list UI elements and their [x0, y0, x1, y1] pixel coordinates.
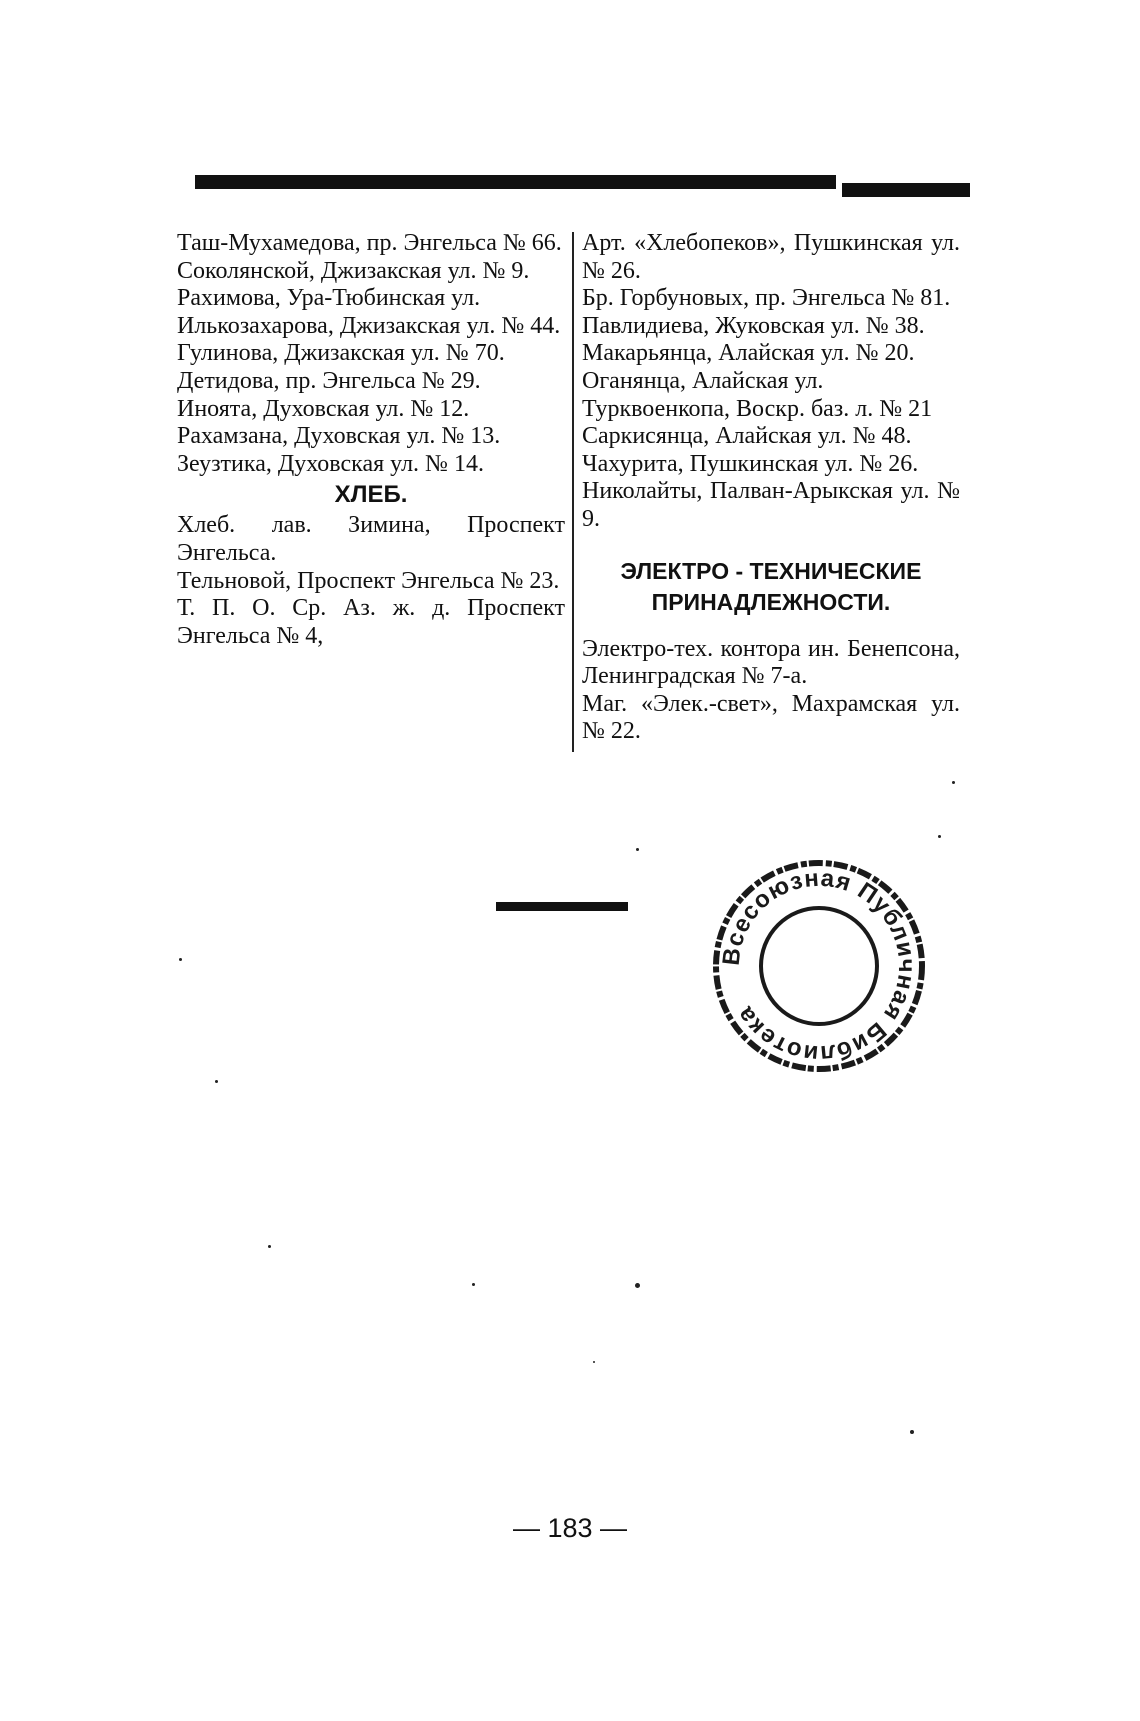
ink-speck — [952, 781, 955, 784]
left-column — [177, 230, 565, 650]
ink-speck — [472, 1283, 475, 1286]
ink-speck — [215, 1080, 218, 1083]
list-item: Хлеб. лав. Зимина, Проспект Энгельса. — [177, 512, 565, 566]
list-item: Электро-тех. контора ин. Бенепсона, Ленинградская № 7-а. — [582, 635, 960, 690]
top-rule-right — [842, 183, 970, 197]
column-divider — [572, 232, 574, 752]
ink-speck — [179, 958, 182, 961]
ornament-rule — [496, 902, 628, 911]
list-item: Соколянской, Джизакская ул. № 9. — [177, 257, 530, 284]
list-item: Макарьянца, Алайская ул. № 20. — [582, 340, 915, 367]
list-item: Бр. Горбуновых, пр. Энгельса № 81. — [582, 285, 951, 312]
list-item: Арт. «Хлебопеков», Пушкинская ул. № 26. — [582, 230, 960, 284]
stamp-text: Всесоюзная Публичная Библиотека — [717, 864, 921, 1068]
list-item: Тельновой, Проспект Энгельса № 23. — [177, 567, 560, 594]
page-number: — 183 — — [512, 1513, 628, 1543]
library-stamp — [708, 860, 930, 1072]
ink-speck — [635, 1283, 640, 1288]
ink-speck — [636, 848, 639, 851]
section-heading-electro: ЭЛЕКТРО - ТЕХНИЧЕСКИЕ ПРИНАДЛЕЖНОСТИ. — [620, 557, 922, 615]
right-column — [582, 230, 960, 746]
list-item: Рахамзана, Духовская ул. № 13. — [177, 423, 501, 450]
top-rule — [195, 175, 836, 189]
list-item: Турквоенкопа, Воскр. баз. л. № 21 — [582, 395, 933, 422]
list-item: Оганянца, Алайская ул. — [582, 367, 824, 394]
list-item: Павлидиева, Жуковская ул. № 38. — [582, 312, 925, 339]
list-item: Зеузтика, Духовская ул. № 14. — [177, 450, 484, 477]
list-item: Детидова, пр. Энгельса № 29. — [177, 367, 481, 394]
list-item: Иноята, Духовская ул. № 12. — [177, 395, 470, 422]
list-item: Николайты, Палван-Арыкская ул. № 9. — [582, 478, 960, 532]
list-item: Т. П. О. Ср. Аз. ж. д. Проспект Энгельса № 4, — [177, 595, 565, 649]
stamp-outer-ring — [716, 863, 922, 1069]
list-item: Гулинова, Джизакская ул. № 70. — [177, 340, 505, 367]
list-item: Таш-Мухамедова, пр. Энгельса № 66. — [177, 230, 562, 256]
ink-speck — [910, 1430, 914, 1434]
ink-speck — [268, 1245, 271, 1248]
list-item: Маг. «Элек.-свет», Махрамская ул. № 22. — [582, 690, 960, 745]
list-item: Саркисянца, Алайская ул. № 48. — [582, 423, 912, 450]
ink-speck — [593, 1361, 595, 1363]
list-item: Илькозахарова, Джизакская ул. № 44. — [177, 312, 561, 339]
stamp-inner-ring — [761, 908, 877, 1024]
list-item: Рахимова, Ура-Тюбинская ул. — [177, 285, 481, 312]
ink-speck — [938, 835, 941, 838]
list-item: Чахурита, Пушкинская ул. № 26. — [582, 450, 919, 477]
section-heading-bread: ХЛЕБ. — [334, 481, 408, 509]
